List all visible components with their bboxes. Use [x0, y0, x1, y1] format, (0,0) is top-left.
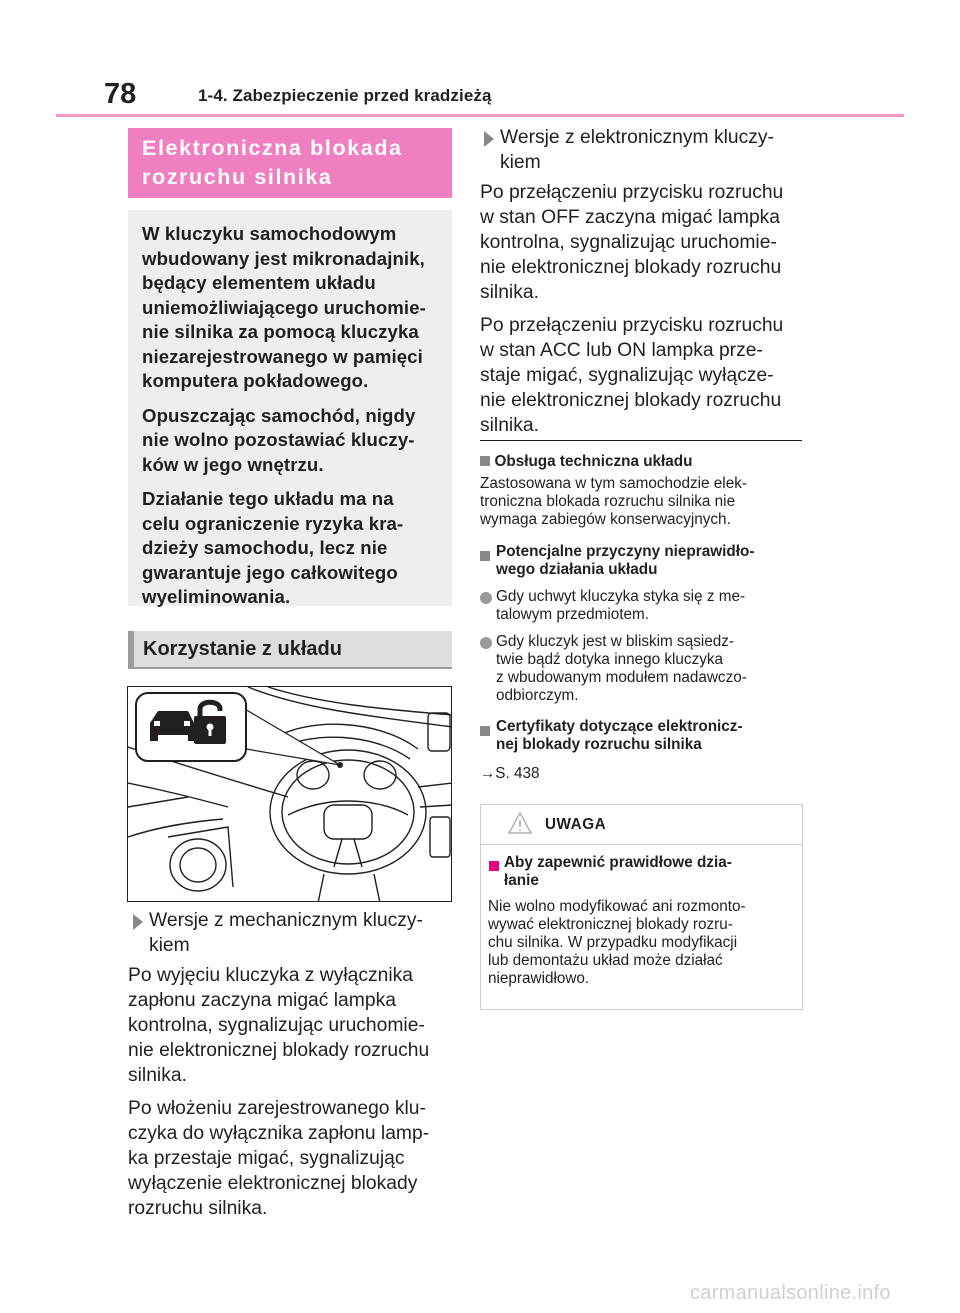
text-line: komputera pokładowego.	[142, 370, 369, 391]
notice-paragraph	[142, 222, 440, 394]
notice-paragraph	[142, 404, 440, 478]
cert-heading	[496, 718, 743, 754]
square-bullet-icon	[480, 456, 490, 466]
section-title-box	[128, 128, 452, 198]
text-line: zapłonu zaczyna migać lampka	[128, 990, 396, 1011]
text-line: Po wyjęciu kluczyka z wyłącznika	[128, 965, 414, 986]
text-line: nie silnika za pomocą kluczyka	[142, 321, 419, 342]
text-line: silnika.	[480, 415, 539, 436]
caution-text	[488, 898, 746, 988]
text-line: Po przełączeniu przycisku rozruchu	[480, 182, 784, 203]
variant-heading-mechanical	[149, 908, 423, 958]
causes-heading-bullet	[480, 548, 490, 566]
page-reference[interactable]: S. 438	[495, 765, 540, 782]
text-line: lub demontażu układ może działać	[488, 952, 723, 969]
text-line: silnika.	[128, 1065, 187, 1086]
electronic-key-text	[480, 180, 810, 446]
text-line: z wbudowanym modułem nadawczo-	[496, 669, 747, 686]
text-line: nieprawidłowo.	[488, 970, 590, 987]
text-line: ka przestaje migać, sygnalizując	[128, 1148, 405, 1169]
dashboard-illustration	[127, 686, 452, 902]
text-line: wyłączenie elektronicznej blokady	[128, 1173, 418, 1194]
dashboard-drawing	[128, 687, 452, 902]
text-line: nie elektronicznej blokady rozruchu	[480, 257, 782, 278]
text-line: łanie	[504, 872, 539, 889]
cert-heading-bullet	[480, 723, 490, 741]
text-line: W kluczyku samochodowym	[142, 223, 397, 244]
text-line: kontrolna, sygnalizując uruchomie-	[128, 1015, 425, 1036]
text-line: troniczna blokada rozruchu silnika nie	[480, 493, 736, 510]
text-line: nie elektronicznej blokady rozruchu	[128, 1040, 430, 1061]
text-line: Wersje z mechanicznym kluczy-	[149, 910, 423, 931]
variant-heading-electronic	[500, 125, 774, 175]
caution-heading-bullet	[489, 858, 499, 876]
subsection-rule	[128, 667, 452, 669]
text-line: Certyfikaty dotyczące elektronicz-	[496, 718, 743, 735]
notice-paragraph	[142, 487, 440, 610]
cause-item	[496, 633, 747, 705]
text-line: Zastosowana w tym samochodzie elek-	[480, 475, 747, 492]
text-line: niezarejestrowanego w pamięci	[142, 345, 423, 367]
variant-bullet-icon	[484, 131, 494, 147]
text-line: uniemożliwiającego uruchomie-	[142, 296, 426, 318]
text-line: staje migać, sygnalizując wyłącze-	[480, 365, 774, 386]
text-line: wywać elektronicznej blokady rozru-	[488, 916, 733, 933]
text-line: Po włożeniu zarejestrowanego klu-	[128, 1098, 426, 1119]
text-line: Potencjalne przyczyny nieprawidło-	[496, 543, 755, 560]
text-line: wego działania układu	[496, 561, 658, 578]
text-line: kontrolna, sygnalizując uruchomie-	[480, 232, 777, 253]
caution-divider	[481, 844, 802, 845]
text-line: wyeliminowania.	[142, 586, 291, 607]
arrow-right-icon: →	[480, 765, 496, 782]
cause-item	[496, 588, 745, 624]
subsection-title: Korzystanie z układu	[128, 631, 452, 667]
text-line: silnika.	[480, 282, 539, 303]
square-bullet-icon	[489, 861, 499, 871]
text-line: Gdy uchwyt kluczyka styka się z me-	[496, 588, 746, 605]
square-bullet-icon	[480, 551, 490, 561]
text-line: ków w jego wnętrzu.	[142, 453, 324, 475]
text-line: kiem	[149, 935, 190, 956]
heading-text: Obsługa techniczna układu	[494, 453, 693, 470]
body-paragraph	[128, 963, 458, 1088]
text-line: będący elementem układu	[142, 272, 376, 293]
watermark: carmanualsonline.info	[690, 1282, 891, 1304]
text-line: Wersje z elektronicznym kluczy-	[500, 127, 774, 148]
circle-bullet-icon	[480, 592, 492, 604]
header-rule	[56, 114, 904, 117]
square-bullet-icon	[480, 726, 490, 736]
text-line: Nie wolno modyfikować ani rozmonto-	[488, 898, 746, 915]
text-line: wbudowany jest mikronadajnik,	[142, 247, 425, 269]
section-title-line: rozruchu silnika	[142, 165, 333, 189]
text-line: nie wolno pozostawiać kluczy-	[142, 429, 415, 450]
text-line: nie elektronicznej blokady rozruchu	[480, 390, 782, 411]
warning-triangle-icon	[507, 811, 533, 835]
causes-heading	[496, 543, 754, 579]
section-divider	[480, 440, 802, 441]
text-line: w stan ACC lub ON lampka prze-	[480, 340, 763, 361]
text-line: Aby zapewnić prawidłowe dzia-	[504, 854, 732, 871]
text-line: Opuszczając samochód, nigdy	[142, 404, 416, 426]
chapter-title: 1-4. Zabezpieczenie przed kradzieżą	[198, 86, 492, 105]
text-line: nej blokady rozruchu silnika	[496, 736, 702, 753]
text-line: wymaga zabiegów konserwacyjnych.	[480, 511, 731, 528]
text-line: twie bądź dotyka innego kluczyka	[496, 651, 724, 668]
text-line: Gdy kluczyk jest w bliskim sąsiedz-	[496, 633, 735, 650]
caution-heading	[504, 854, 732, 890]
text-line: odbiorczym.	[496, 687, 579, 704]
text-line: kiem	[500, 152, 541, 173]
maintenance-heading	[480, 453, 693, 471]
text-line: Działanie tego układu ma na	[142, 488, 394, 509]
variant-bullet-icon	[133, 914, 143, 930]
text-line: w stan OFF zaczyna migać lampka	[480, 207, 781, 228]
cause-bullet	[480, 591, 492, 609]
text-line: celu ograniczenie ryzyka kra-	[142, 512, 404, 534]
text-line: Po przełączeniu przycisku rozruchu	[480, 315, 784, 336]
cause-bullet	[480, 636, 492, 654]
notice-box	[128, 210, 452, 606]
text-line: rozruchu silnika.	[128, 1198, 268, 1219]
text-line: czyka do wyłącznika zapłonu lamp-	[128, 1123, 430, 1144]
section-title-line: Elektroniczna blokada	[142, 136, 403, 160]
body-paragraph	[480, 180, 810, 305]
text-line: talowym przedmiotem.	[496, 606, 650, 623]
cert-reference[interactable]	[480, 765, 540, 783]
page-number: 78	[104, 78, 137, 110]
circle-bullet-icon	[480, 637, 492, 649]
text-line: gwarantuje jego całkowitego	[142, 561, 398, 583]
text-line: dzieży samochodu, lecz nie	[142, 537, 388, 558]
mechanical-key-text	[128, 963, 458, 1229]
maintenance-text	[480, 475, 747, 529]
body-paragraph	[480, 313, 810, 438]
body-paragraph	[128, 1096, 458, 1221]
caution-label: UWAGA	[545, 816, 607, 833]
text-line: chu silnika. W przypadku modyfikacji	[488, 934, 738, 951]
